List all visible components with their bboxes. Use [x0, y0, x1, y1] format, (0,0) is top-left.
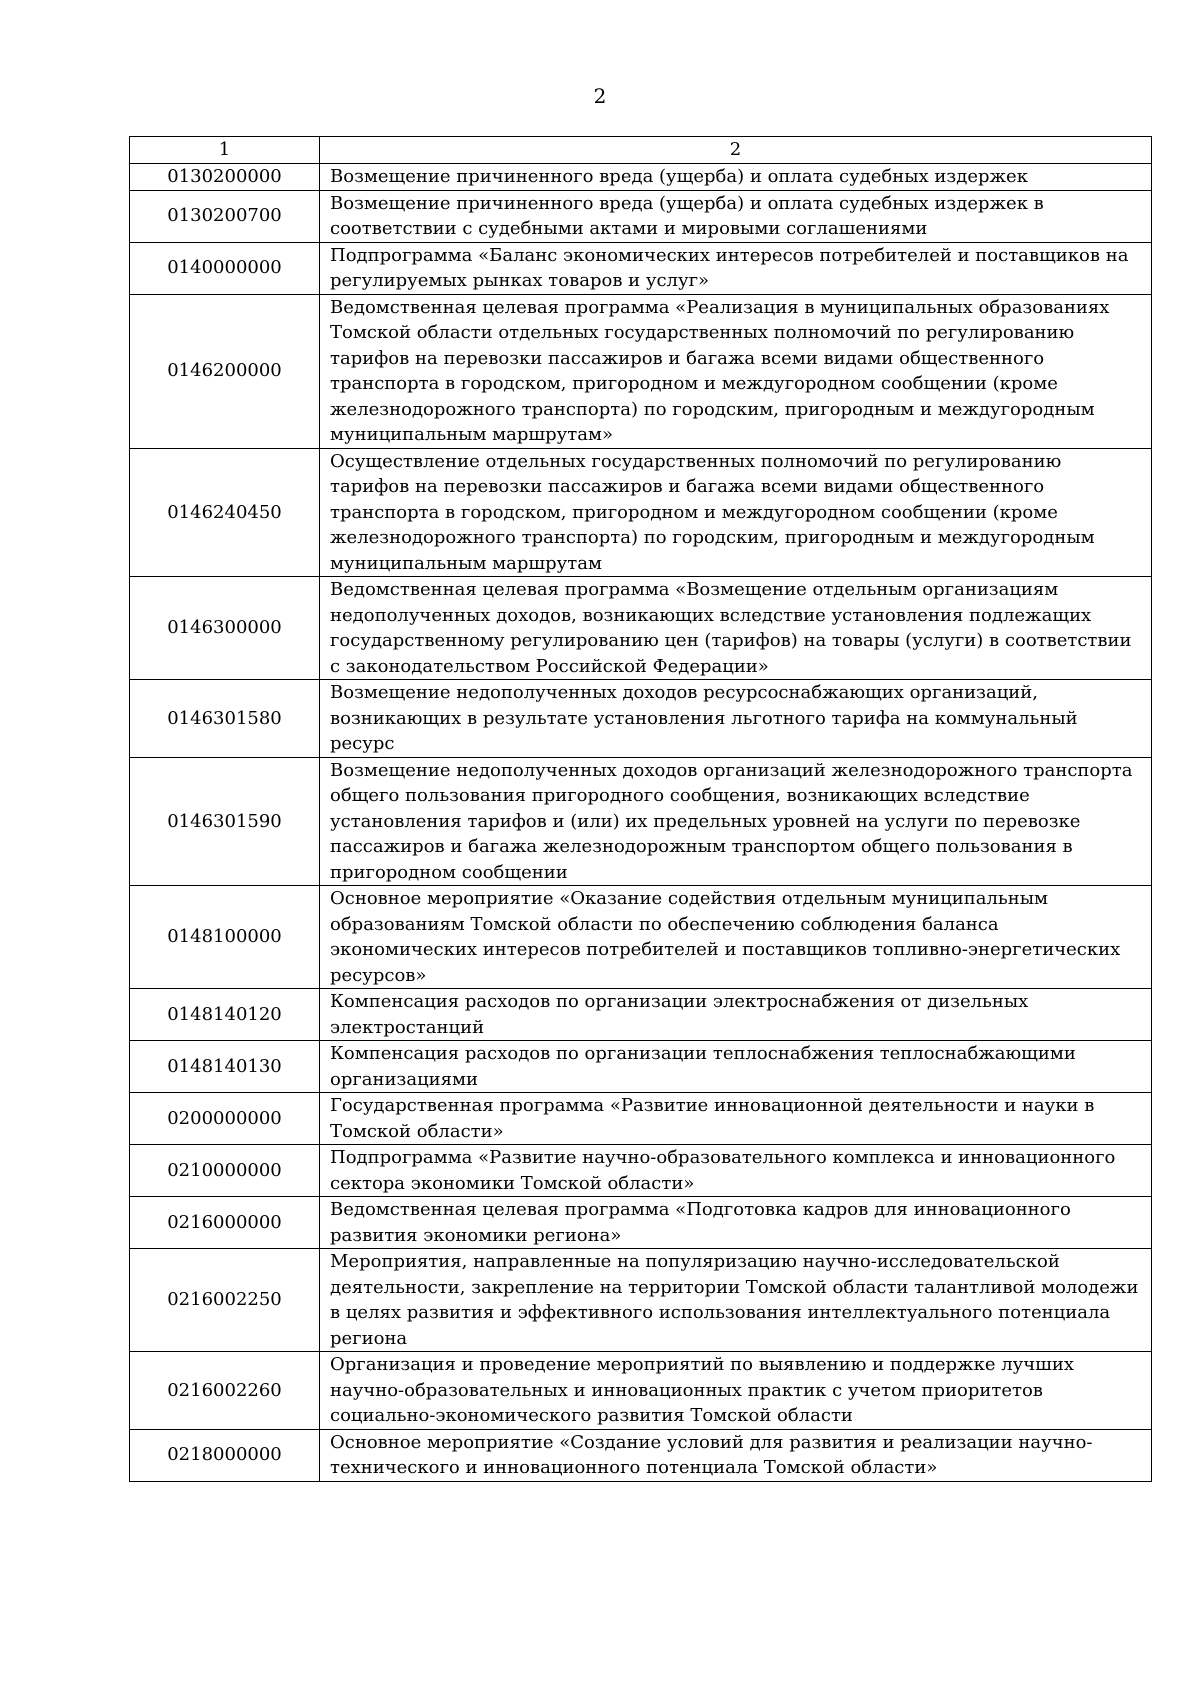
description-cell: Возмещение недополученных доходов ресурсоснабжающих организаций, возникающих в результате установления льготного тарифа на коммунальный ресурс: [320, 680, 1152, 758]
code-cell: 0130200700: [130, 190, 320, 242]
table-row: [130, 680, 1152, 758]
description-cell: Компенсация расходов по организации электроснабжения от дизельных электростанций: [320, 989, 1152, 1041]
description-cell: Ведомственная целевая программа «Возмещение отдельным организациям недополученных доходов, возникающих вследствие установления подлежащих государственному регулированию цен (тарифов) на товары (услуги) в соответствии с законодательством Российской Федерации»: [320, 577, 1152, 680]
table-row: [130, 1249, 1152, 1352]
table-row: [130, 190, 1152, 242]
table-row: [130, 577, 1152, 680]
code-cell: 0210000000: [130, 1145, 320, 1197]
code-cell: 0148140120: [130, 989, 320, 1041]
table-row: [130, 989, 1152, 1041]
description-cell: Возмещение причиненного вреда (ущерба) и оплата судебных издержек: [320, 164, 1152, 191]
code-cell: 0218000000: [130, 1429, 320, 1481]
table-row: [130, 448, 1152, 577]
code-cell: 0216002250: [130, 1249, 320, 1352]
code-cell: 0140000000: [130, 242, 320, 294]
description-cell: Ведомственная целевая программа «Подготовка кадров для инновационного развития экономики региона»: [320, 1197, 1152, 1249]
description-cell: Ведомственная целевая программа «Реализация в муниципальных образованиях Томской области отдельных государственных полномочий по регулированию тарифов на перевозки пассажиров и багажа всеми видами общественного транспорта в городском, пригородном и междугородном сообщении (кроме железнодорожного транспорта) по городским, пригородным и междугородным муниципальным маршрутам»: [320, 294, 1152, 448]
description-cell: Возмещение недополученных доходов организаций железнодорожного транспорта общего пользования пригородного сообщения, возникающих вследствие установления тарифов и (или) их предельных уровней на услуги по перевозке пассажиров и багажа железнодорожным транспортом общего пользования в пригородном сообщении: [320, 757, 1152, 886]
code-cell: 0216000000: [130, 1197, 320, 1249]
column-header-description: 2: [320, 137, 1152, 164]
description-cell: Организация и проведение мероприятий по выявлению и поддержке лучших научно-образовательных и инновационных практик с учетом приоритетов социально-экономического развития Томской области: [320, 1352, 1152, 1430]
table-row: [130, 1041, 1152, 1093]
code-cell: 0200000000: [130, 1093, 320, 1145]
table-row: [130, 164, 1152, 191]
code-cell: 0146301580: [130, 680, 320, 758]
table-row: [130, 1197, 1152, 1249]
budget-codes-table: [129, 136, 1152, 1482]
description-cell: Мероприятия, направленные на популяризацию научно-исследовательской деятельности, закрепление на территории Томской области талантливой молодежи в целях развития и эффективного использования интеллектуального потенциала региона: [320, 1249, 1152, 1352]
code-cell: 0146300000: [130, 577, 320, 680]
column-header-code: 1: [130, 137, 320, 164]
table-row: [130, 294, 1152, 448]
code-cell: 0216002260: [130, 1352, 320, 1430]
description-cell: Государственная программа «Развитие инновационной деятельности и науки в Томской области»: [320, 1093, 1152, 1145]
description-cell: Осуществление отдельных государственных полномочий по регулированию тарифов на перевозки пассажиров и багажа всеми видами общественного транспорта в городском, пригородном и междугородном сообщении (кроме железнодорожного транспорта) по городским, пригородным и междугородным муниципальным маршрутам: [320, 448, 1152, 577]
description-cell: Основное мероприятие «Создание условий для развития и реализации научно-технического и инновационного потенциала Томской области»: [320, 1429, 1152, 1481]
description-cell: Возмещение причиненного вреда (ущерба) и оплата судебных издержек в соответствии с судебными актами и мировыми соглашениями: [320, 190, 1152, 242]
description-cell: Подпрограмма «Развитие научно-образовательного комплекса и инновационного сектора экономики Томской области»: [320, 1145, 1152, 1197]
table-row: [130, 1352, 1152, 1430]
description-cell: Компенсация расходов по организации теплоснабжения теплоснабжающими организациями: [320, 1041, 1152, 1093]
table-header-row: [130, 137, 1152, 164]
table-row: [130, 242, 1152, 294]
code-cell: 0146200000: [130, 294, 320, 448]
table-row: [130, 757, 1152, 886]
table-row: [130, 1093, 1152, 1145]
page-number: 2: [593, 84, 607, 108]
table-row: [130, 886, 1152, 989]
table-row: [130, 1145, 1152, 1197]
code-cell: 0146240450: [130, 448, 320, 577]
table-row: [130, 1429, 1152, 1481]
description-cell: Подпрограмма «Баланс экономических интересов потребителей и поставщиков на регулируемых рынках товаров и услуг»: [320, 242, 1152, 294]
code-cell: 0148100000: [130, 886, 320, 989]
code-cell: 0146301590: [130, 757, 320, 886]
description-cell: Основное мероприятие «Оказание содействия отдельным муниципальным образованиям Томской области по обеспечению соблюдения баланса экономических интересов потребителей и поставщиков топливно-энергетических ресурсов»: [320, 886, 1152, 989]
code-cell: 0130200000: [130, 164, 320, 191]
code-cell: 0148140130: [130, 1041, 320, 1093]
